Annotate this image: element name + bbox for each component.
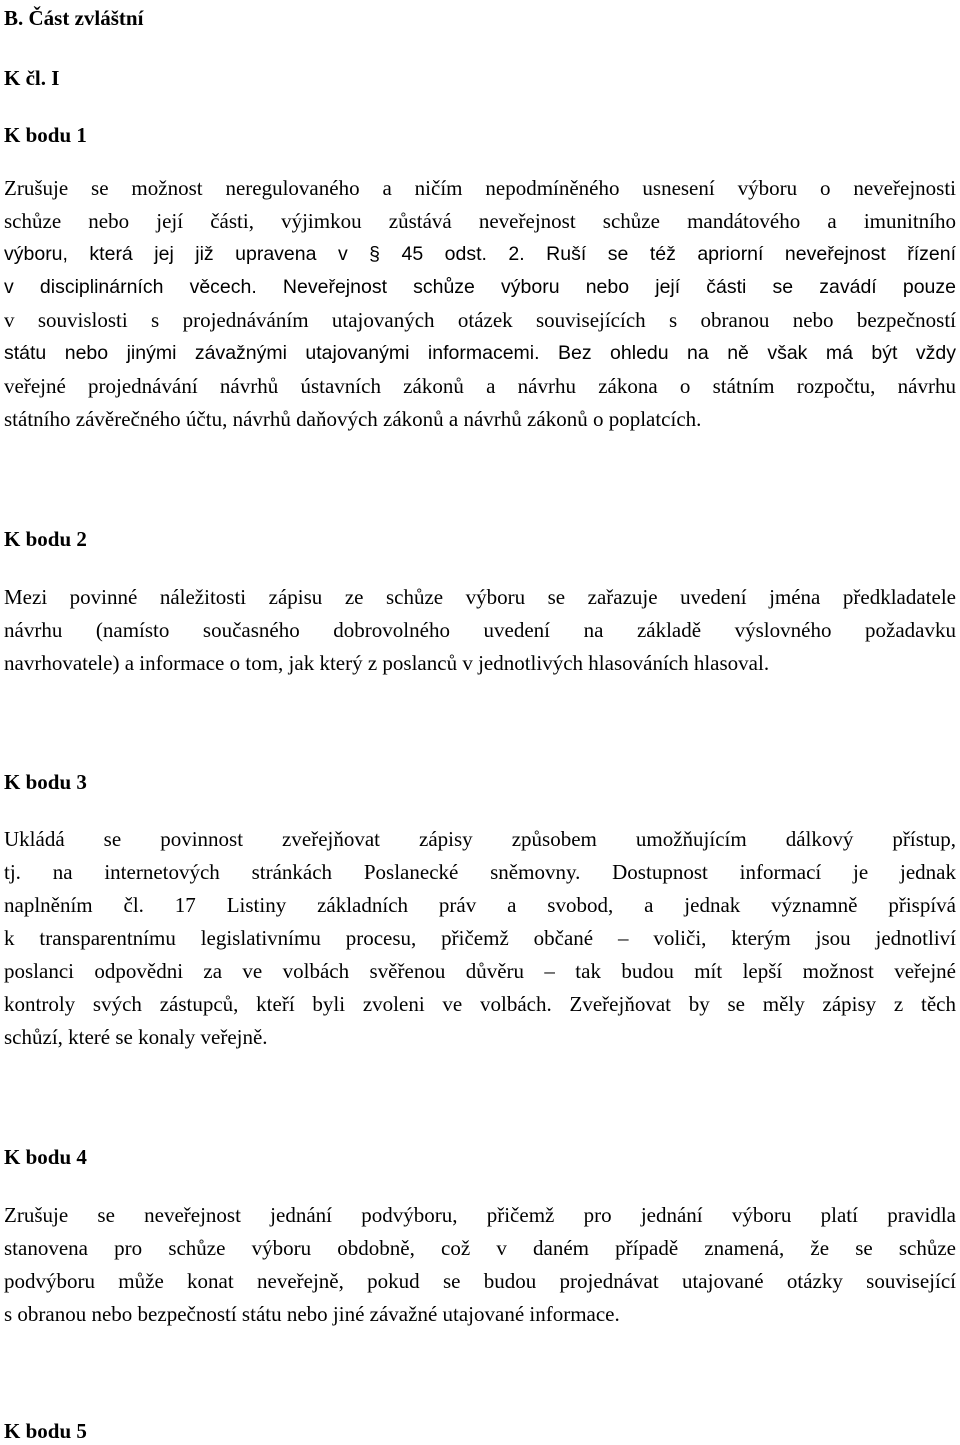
paragraph-line: poslanci odpovědni za ve volbách svěřenou důvěru – tak budou mít lepší možnost veřejné [4,959,956,983]
point-4-heading: K bodu 4 [4,1145,87,1169]
paragraph-line: veřejné projednávání návrhů ústavních zákonů a návrhu zákona o státním rozpočtu, návrhu [4,374,956,398]
point-4-paragraph [4,1199,956,1331]
paragraph-line: schůze nebo její části, výjimkou zůstává neveřejnost schůze mandátového a imunitního [4,209,956,233]
point-3-heading: K bodu 3 [4,770,87,794]
paragraph-line: výboru, která jej již upravena v § 45 odst. 2. Ruší se též apriorní neveřejnost řízení [4,243,956,265]
paragraph-line: návrhu (namísto současného dobrovolného uvedení na základě výslovného požadavku [4,618,956,642]
paragraph-line: s obranou nebo bezpečností státu nebo jiné závažné utajované informace. [4,1302,620,1326]
section-title: B. Část zvláštní [4,6,144,30]
paragraph-line: Zrušuje se možnost neregulovaného a ničím nepodmíněného usnesení výboru o neveřejnosti [4,176,956,200]
paragraph-line: podvýboru může konat neveřejně, pokud se budou projednávat utajované otázky související [4,1269,956,1293]
paragraph-line: Mezi povinné náležitosti zápisu ze schůze výboru se zařazuje uvedení jména předkladatele [4,585,956,609]
paragraph-line: navrhovatele) a informace o tom, jak který z poslanců v jednotlivých hlasováních hlasoval. [4,651,770,675]
paragraph-line: v souvislosti s projednáváním utajovaných otázek souvisejících s obranou nebo bezpečností [4,308,956,332]
paragraph-line: kontroly svých zástupců, kteří byli zvoleni ve volbách. Zveřejňovat by se měly zápisy z těch [4,992,956,1016]
article-title: K čl. I [4,66,60,90]
paragraph-line: tj. na internetových stránkách Poslanecké sněmovny. Dostupnost informací je jednak [4,860,956,884]
point-3-paragraph [4,823,956,1054]
paragraph-line: Ukládá se povinnost zveřejňovat zápisy způsobem umožňujícím dálkový přístup, [4,827,956,851]
paragraph-line: naplněním čl. 17 Listiny základních práv a svobod, a jednak významně přispívá [4,893,956,917]
point-1-paragraph [4,172,956,436]
paragraph-line: stanovena pro schůze výboru obdobně, což v daném případě znamená, že se schůze [4,1236,956,1260]
point-2-heading: K bodu 2 [4,527,87,551]
paragraph-line: státu nebo jinými závažnými utajovanými informacemi. Bez ohledu na ně však má být vždy [4,342,956,364]
point-1-heading: K bodu 1 [4,123,87,147]
point-2-paragraph [4,581,956,680]
point-5-heading: K bodu 5 [4,1419,87,1443]
paragraph-line: Zrušuje se neveřejnost jednání podvýboru, přičemž pro jednání výboru platí pravidla [4,1203,956,1227]
paragraph-line: v disciplinárních věcech. Neveřejnost schůze výboru nebo její části se zavádí pouze [4,276,956,298]
paragraph-line: státního závěrečného účtu, návrhů daňových zákonů a návrhů zákonů o poplatcích. [4,407,702,431]
paragraph-line: k transparentnímu legislativnímu procesu, přičemž občané – voliči, kterým jsou jednotliví [4,926,956,950]
paragraph-line: schůzí, které se konaly veřejně. [4,1025,268,1049]
